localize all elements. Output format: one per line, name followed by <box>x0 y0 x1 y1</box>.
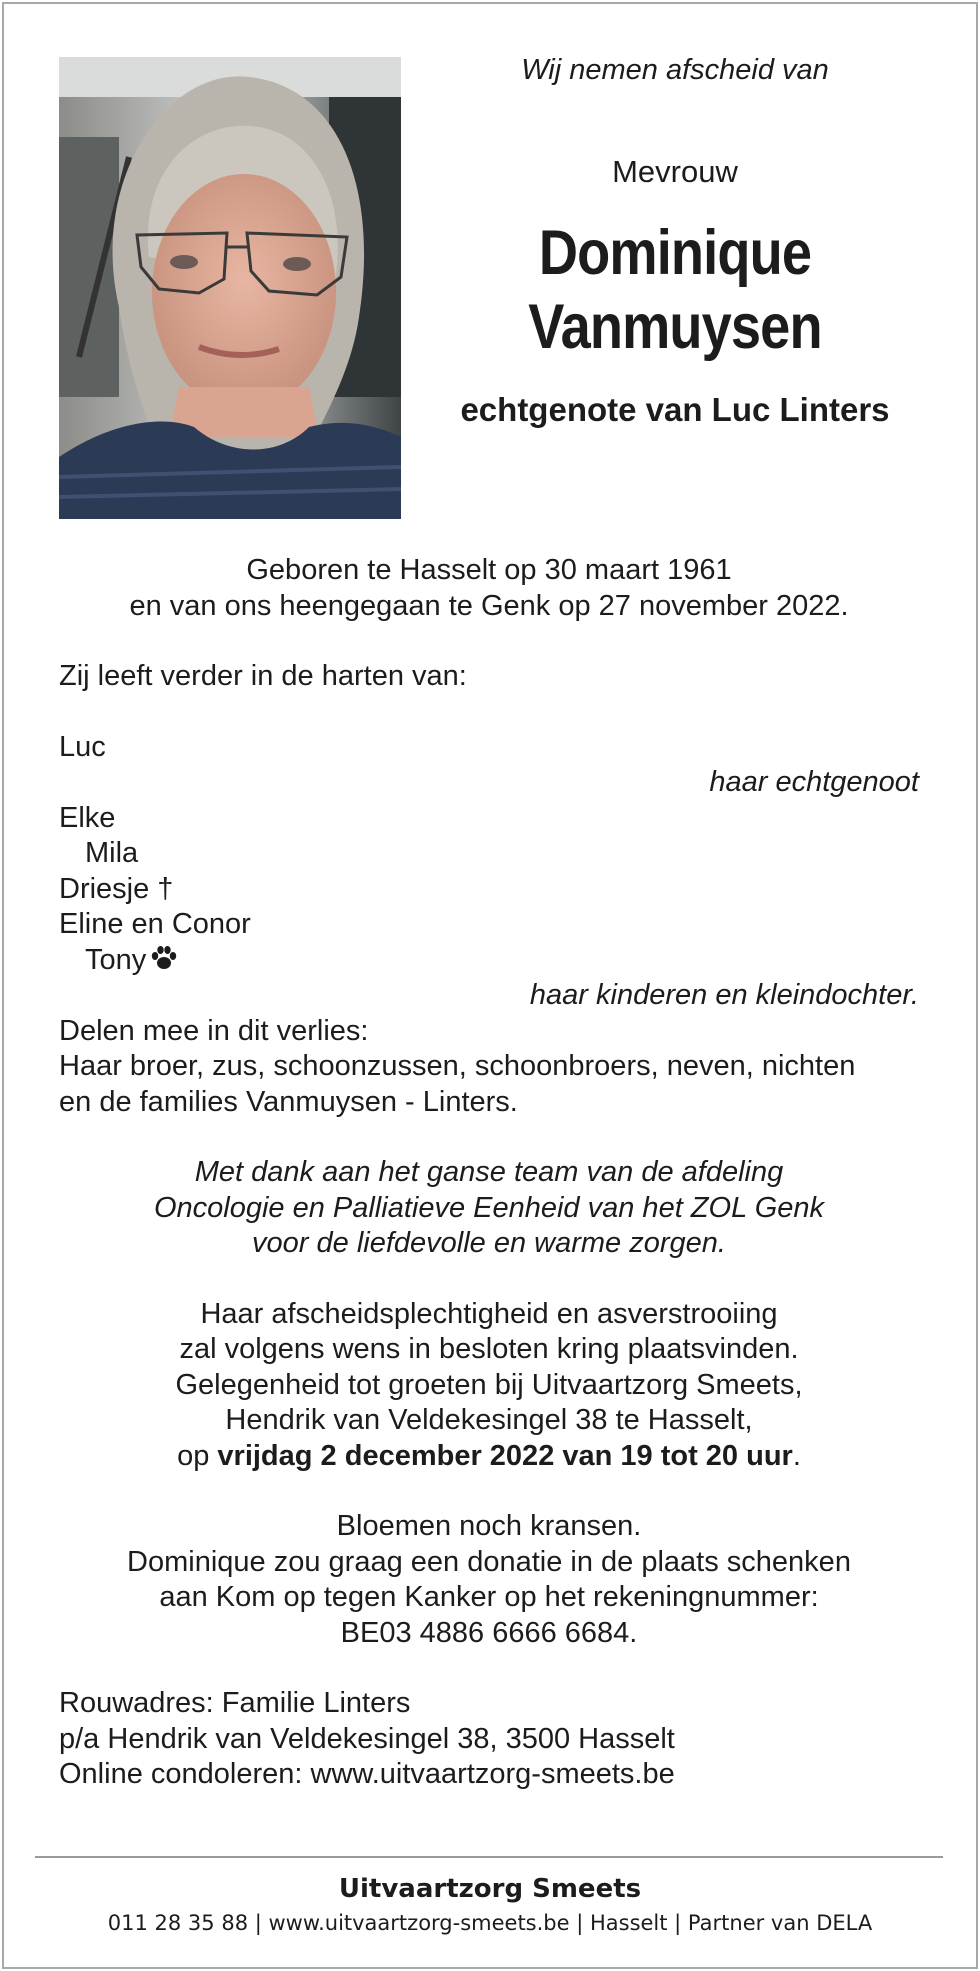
thanks-line-1: Met dank aan het ganse team van de afdeling <box>194 1156 784 1188</box>
share-heading: Delen mee in dit verlies: <box>59 1014 369 1047</box>
announcement-header <box>420 50 930 432</box>
donation-line-3: aan Kom op tegen Kanker op het rekeningnummer: <box>159 1581 819 1613</box>
partner-role: haar echtgenoot <box>709 766 919 798</box>
ceremony-suffix: . <box>792 1439 801 1472</box>
pet-name: Tony <box>85 943 147 976</box>
share-line-1: Haar broer, zus, schoonzussen, schoonbroers, neven, nichten <box>59 1050 856 1082</box>
partner-name: Luc <box>59 730 106 763</box>
children-role: haar kinderen en kleindochter. <box>529 979 919 1011</box>
intro-text: Wij nemen afscheid van <box>521 54 829 86</box>
share-line-2: en de families Vanmuysen - Linters. <box>59 1085 518 1118</box>
child-name: Eline en Conor <box>59 908 251 940</box>
ceremony-line-3: Gelegenheid tot groeten bij Uitvaartzorg Smeets, <box>175 1368 803 1401</box>
portrait-illustration <box>59 57 401 519</box>
ceremony-prefix: op <box>177 1439 218 1472</box>
ceremony-line-5 <box>59 1439 919 1475</box>
footer-divider <box>35 1856 943 1858</box>
donation-line-1: Bloemen noch kransen. <box>336 1510 642 1542</box>
child-name: Driesje † <box>59 872 174 905</box>
birth-line-2: en van ons heengegaan te Genk op 27 november 2022. <box>129 589 849 622</box>
birth-line-1: Geboren te Hasselt op 30 maart 1961 <box>246 554 732 586</box>
thanks-line-3: voor de liefdevolle en warme zorgen. <box>252 1227 726 1259</box>
announcement-body <box>59 553 919 1793</box>
contact-line-2: p/a Hendrik van Veldekesingel 38, 3500 Hasselt <box>59 1722 675 1755</box>
visitation-datetime: vrijdag 2 december 2022 van 19 tot 20 uur <box>217 1439 793 1472</box>
paw-icon <box>150 945 178 971</box>
child-name: Elke <box>59 801 116 834</box>
pet-name-row <box>59 943 919 979</box>
contact-line-1: Rouwadres: Familie Linters <box>59 1687 411 1719</box>
contact-line-3: Online condoleren: www.uitvaartzorg-smeets.be <box>59 1758 675 1790</box>
funeral-home-name: Uitvaartzorg Smeets <box>338 1874 642 1904</box>
bank-account: BE03 4886 6666 6684. <box>340 1616 638 1649</box>
footer <box>0 1871 980 1939</box>
funeral-home-details: 011 28 35 88 | www.uitvaartzorg-smeets.be | Hasselt | Partner van DELA <box>107 1911 873 1935</box>
ceremony-line-2: zal volgens wens in besloten kring plaatsvinden. <box>179 1333 799 1365</box>
deceased-name <box>456 216 895 364</box>
donation-line-2: Dominique zou graag een donatie in de plaats schenken <box>127 1545 851 1578</box>
spouse-line: echtgenote van Luc Linters <box>460 391 890 428</box>
ceremony-line-1: Haar afscheidsplechtigheid en asverstrooiing <box>200 1297 778 1330</box>
ceremony-line-4: Hendrik van Veldekesingel 38 te Hasselt, <box>225 1404 753 1436</box>
last-name: Vanmuysen <box>528 292 822 362</box>
grandchild-name: Mila <box>85 837 139 869</box>
honorific: Mevrouw <box>612 154 738 189</box>
family-heading: Zij leeft verder in de harten van: <box>59 660 467 692</box>
first-name: Dominique <box>538 218 812 288</box>
thanks-line-2: Oncologie en Palliatieve Eenheid van het ZOL Genk <box>153 1191 825 1224</box>
portrait-photo <box>59 57 401 519</box>
